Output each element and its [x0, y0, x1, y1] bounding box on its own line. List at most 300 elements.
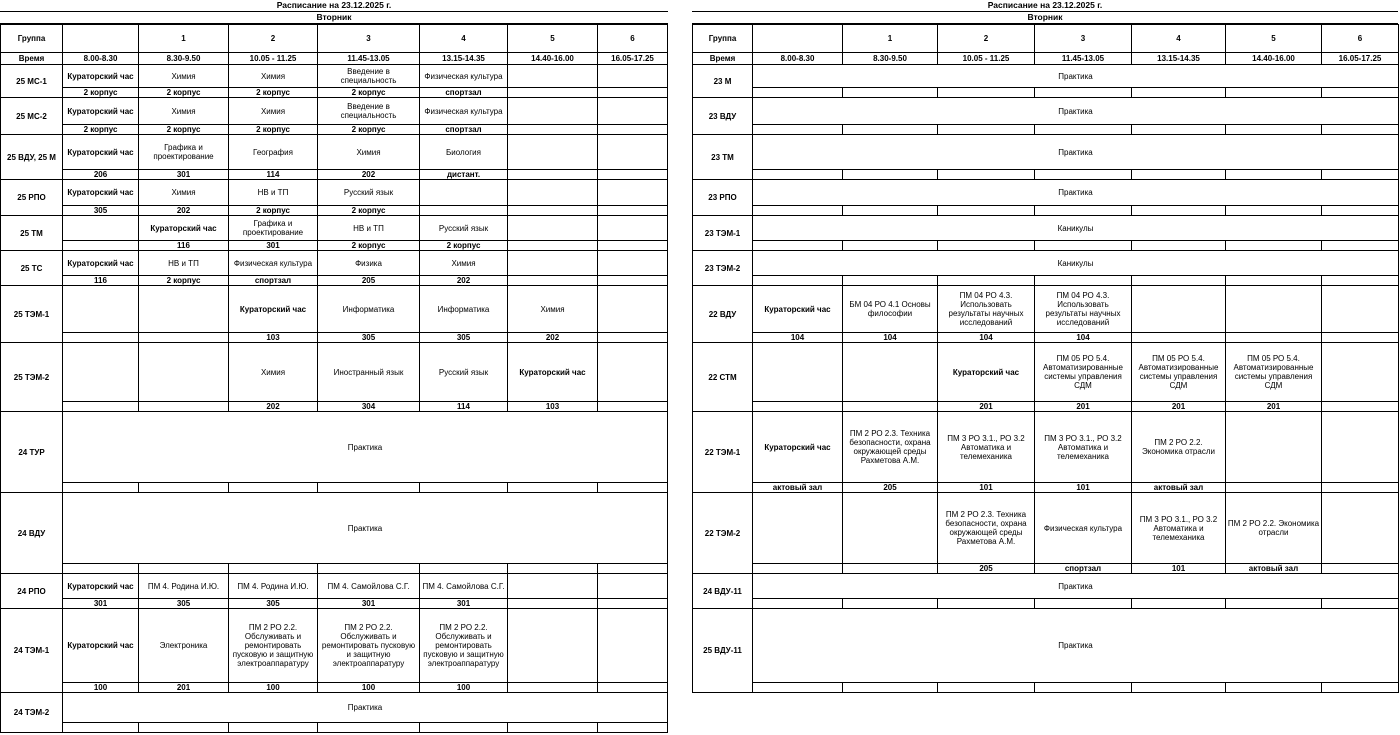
room-cell — [843, 170, 938, 180]
room-cell — [1132, 276, 1226, 286]
subject-cell — [63, 216, 139, 241]
subject-cell: Кураторский час — [508, 343, 598, 402]
pair-number: 6 — [598, 25, 668, 53]
subject-cell: География — [229, 135, 318, 170]
subject-cell — [598, 574, 668, 599]
room-cell — [1226, 88, 1322, 98]
room-cell: 100 — [63, 683, 139, 693]
room-cell: 301 — [229, 241, 318, 251]
room-cell — [1132, 333, 1226, 343]
room-cell: 2 корпус — [229, 125, 318, 135]
room-cell: спортзал — [229, 276, 318, 286]
time-header: Время — [693, 53, 753, 65]
room-cell — [753, 683, 843, 693]
room-cell: спортзал — [420, 125, 508, 135]
room-cell — [1132, 170, 1226, 180]
subject-cell — [1322, 343, 1399, 402]
room-cell — [843, 683, 938, 693]
room-cell: 301 — [318, 599, 420, 609]
subject-cell — [139, 343, 229, 402]
room-cell: 305 — [139, 599, 229, 609]
room-cell — [753, 276, 843, 286]
subject-cell: Введение в специальность — [318, 98, 420, 125]
room-cell — [508, 241, 598, 251]
subject-cell: Кураторский час — [63, 574, 139, 599]
room-cell — [598, 483, 668, 493]
room-cell — [598, 125, 668, 135]
room-cell — [318, 483, 420, 493]
subject-cell: Кураторский час — [753, 412, 843, 483]
room-cell: 301 — [139, 170, 229, 180]
group-name: 22 СТМ — [693, 343, 753, 412]
time-slot: 10.05 - 11.25 — [229, 53, 318, 65]
time-slot: 10.05 - 11.25 — [938, 53, 1035, 65]
room-cell — [318, 564, 420, 574]
room-cell — [843, 402, 938, 412]
group-name: 25 МС-2 — [1, 98, 63, 135]
room-cell — [843, 599, 938, 609]
subject-cell: НВ и ТП — [139, 251, 229, 276]
room-cell: 201 — [1132, 402, 1226, 412]
room-cell — [1226, 276, 1322, 286]
group-header: Группа — [1, 25, 63, 53]
time-slot: 13.15-14.35 — [1132, 53, 1226, 65]
room-cell: спортзал — [420, 88, 508, 98]
room-cell — [63, 402, 139, 412]
time-slot: 14.40-16.00 — [508, 53, 598, 65]
subject-cell — [598, 343, 668, 402]
subject-cell: ПМ 4. Самойлова С.Г. — [318, 574, 420, 599]
subject-cell — [753, 493, 843, 564]
pair-number: 3 — [1035, 25, 1132, 53]
subject-cell: Физика — [318, 251, 420, 276]
room-cell — [938, 88, 1035, 98]
subject-cell: ПМ 4. Самойлова С.Г. — [420, 574, 508, 599]
room-cell — [938, 125, 1035, 135]
room-cell — [508, 483, 598, 493]
room-cell — [508, 599, 598, 609]
subject-cell — [1132, 286, 1226, 333]
subject-cell: Графика и проектирование — [139, 135, 229, 170]
room-cell: актовый зал — [1132, 483, 1226, 493]
room-cell: 116 — [63, 276, 139, 286]
room-cell — [139, 402, 229, 412]
room-cell — [938, 276, 1035, 286]
room-cell — [1226, 170, 1322, 180]
group-name: 22 ТЭМ-2 — [693, 493, 753, 574]
room-cell: 305 — [229, 599, 318, 609]
room-cell: 205 — [318, 276, 420, 286]
room-cell: 201 — [938, 402, 1035, 412]
room-cell: 205 — [938, 564, 1035, 574]
room-cell — [1322, 683, 1399, 693]
room-cell — [843, 241, 938, 251]
room-cell: 101 — [1035, 483, 1132, 493]
subject-cell: ПМ 3 РО 3.1., РО 3.2 Автоматика и телемеханика — [938, 412, 1035, 483]
pair-number: 1 — [139, 25, 229, 53]
room-cell — [318, 723, 420, 733]
room-cell — [1322, 88, 1399, 98]
room-cell — [598, 333, 668, 343]
room-cell — [420, 564, 508, 574]
subject-cell — [63, 286, 139, 333]
practice-span: Практика — [753, 609, 1399, 683]
room-cell: 202 — [139, 206, 229, 216]
subject-cell: Информатика — [420, 286, 508, 333]
subject-cell: Химия — [318, 135, 420, 170]
subject-cell — [508, 98, 598, 125]
room-cell — [1322, 276, 1399, 286]
subject-cell — [1322, 286, 1399, 333]
subject-cell: ПМ 3 РО 3.1., РО 3.2 Автоматика и телемеханика — [1132, 493, 1226, 564]
subject-cell — [598, 98, 668, 125]
subject-cell — [1226, 412, 1322, 483]
subject-cell — [1226, 286, 1322, 333]
pair-number — [63, 25, 139, 53]
room-cell — [1226, 206, 1322, 216]
room-cell: 114 — [420, 402, 508, 412]
subject-cell: Химия — [139, 180, 229, 206]
room-cell — [598, 88, 668, 98]
subject-cell: НВ и ТП — [318, 216, 420, 241]
room-cell — [1035, 599, 1132, 609]
room-cell — [1226, 599, 1322, 609]
room-cell: 103 — [508, 402, 598, 412]
pair-number: 5 — [1226, 25, 1322, 53]
room-cell — [229, 723, 318, 733]
room-cell: 116 — [139, 241, 229, 251]
room-cell — [1226, 125, 1322, 135]
subject-cell: БМ 04 РО 4.1 Основы философии — [843, 286, 938, 333]
practice-span: Практика — [63, 693, 668, 723]
group-name: 22 ТЭМ-1 — [693, 412, 753, 493]
practice-span: Практика — [753, 98, 1399, 125]
room-cell: 201 — [1035, 402, 1132, 412]
room-cell — [1132, 206, 1226, 216]
practice-span: Практика — [753, 65, 1399, 88]
room-cell — [420, 723, 508, 733]
subject-cell: ПМ 2 РО 2.2. Обслуживать и ремонтировать пусковую и защитную электроаппаратуру — [229, 609, 318, 683]
group-name: 25 ТЭМ-1 — [1, 286, 63, 343]
room-cell — [139, 564, 229, 574]
time-header: Время — [1, 53, 63, 65]
room-cell: 205 — [843, 483, 938, 493]
subject-cell: Физическая культура — [229, 251, 318, 276]
group-name: 23 ТМ — [693, 135, 753, 180]
room-cell: 2 корпус — [318, 206, 420, 216]
subject-cell: Иностранный язык — [318, 343, 420, 402]
room-cell — [139, 333, 229, 343]
subject-cell: Кураторский час — [63, 65, 139, 88]
room-cell: 202 — [508, 333, 598, 343]
room-cell — [1322, 599, 1399, 609]
subject-cell — [508, 65, 598, 88]
subject-cell: Химия — [508, 286, 598, 333]
subject-cell: ПМ 04 РО 4.3. Использовать результаты научных исследований — [938, 286, 1035, 333]
subject-cell: Введение в специальность — [318, 65, 420, 88]
subject-cell: ПМ 4. Родина И.Ю. — [229, 574, 318, 599]
room-cell — [843, 276, 938, 286]
room-cell — [63, 483, 139, 493]
room-cell — [1132, 599, 1226, 609]
room-cell — [139, 483, 229, 493]
subject-cell: Русский язык — [420, 343, 508, 402]
room-cell — [1322, 333, 1399, 343]
room-cell — [938, 241, 1035, 251]
room-cell — [1322, 170, 1399, 180]
time-slot: 8.00-8.30 — [63, 53, 139, 65]
room-cell — [598, 276, 668, 286]
subject-cell — [508, 574, 598, 599]
group-name: 25 ТС — [1, 251, 63, 286]
room-cell — [229, 564, 318, 574]
room-cell — [508, 170, 598, 180]
subject-cell — [598, 135, 668, 170]
group-name: 24 РПО — [1, 574, 63, 609]
subject-cell — [508, 135, 598, 170]
practice-span: Практика — [753, 135, 1399, 170]
subject-cell — [598, 216, 668, 241]
room-cell — [63, 723, 139, 733]
subject-cell: Физическая культура — [1035, 493, 1132, 564]
group-name: 25 ТМ — [1, 216, 63, 251]
time-slot: 16.05-17.25 — [598, 53, 668, 65]
room-cell: 104 — [938, 333, 1035, 343]
room-cell — [938, 206, 1035, 216]
subject-cell: Графика и проектирование — [229, 216, 318, 241]
schedule-day: Вторник — [0, 12, 668, 24]
room-cell: 201 — [1226, 402, 1322, 412]
room-cell — [843, 88, 938, 98]
subject-cell — [598, 65, 668, 88]
room-cell — [1322, 483, 1399, 493]
subject-cell: ПМ 2 РО 2.2. Обслуживать и ремонтировать пусковую и защитную электроаппаратуру — [318, 609, 420, 683]
subject-cell — [420, 180, 508, 206]
room-cell: 301 — [420, 599, 508, 609]
subject-cell — [598, 286, 668, 333]
room-cell: актовый зал — [1226, 564, 1322, 574]
schedule-table — [692, 24, 1399, 693]
room-cell: 104 — [1035, 333, 1132, 343]
room-cell: 202 — [229, 402, 318, 412]
subject-cell: Химия — [229, 343, 318, 402]
room-cell — [508, 683, 598, 693]
group-name: 24 ТЭМ-2 — [1, 693, 63, 733]
room-cell: 100 — [420, 683, 508, 693]
subject-cell: НВ и ТП — [229, 180, 318, 206]
pair-number — [753, 25, 843, 53]
subject-cell: Кураторский час — [229, 286, 318, 333]
subject-cell: Химия — [420, 251, 508, 276]
subject-cell: Физическая культура — [420, 98, 508, 125]
room-cell: 301 — [63, 599, 139, 609]
group-name: 24 ТЭМ-1 — [1, 609, 63, 693]
room-cell: 206 — [63, 170, 139, 180]
room-cell — [508, 125, 598, 135]
group-name: 25 ВДУ-11 — [693, 609, 753, 693]
room-cell: 100 — [318, 683, 420, 693]
pair-number: 5 — [508, 25, 598, 53]
room-cell — [1035, 241, 1132, 251]
room-cell: 305 — [63, 206, 139, 216]
room-cell — [1226, 241, 1322, 251]
room-cell — [598, 683, 668, 693]
subject-cell — [63, 343, 139, 402]
subject-cell: Кураторский час — [753, 286, 843, 333]
pair-number: 1 — [843, 25, 938, 53]
subject-cell: Физическая культура — [420, 65, 508, 88]
room-cell — [843, 125, 938, 135]
time-slot: 8.30-9.50 — [843, 53, 938, 65]
practice-span: Практика — [63, 493, 668, 564]
room-cell — [1226, 483, 1322, 493]
group-name: 25 ВДУ, 25 М — [1, 135, 63, 180]
room-cell: 100 — [229, 683, 318, 693]
room-cell — [598, 170, 668, 180]
room-cell — [1322, 402, 1399, 412]
group-name: 25 МС-1 — [1, 65, 63, 98]
room-cell — [843, 564, 938, 574]
room-cell — [753, 206, 843, 216]
room-cell: 304 — [318, 402, 420, 412]
room-cell — [1132, 125, 1226, 135]
subject-cell — [598, 251, 668, 276]
subject-cell: ПМ 3 РО 3.1., РО 3.2 Автоматика и телемеханика — [1035, 412, 1132, 483]
room-cell — [1322, 125, 1399, 135]
group-name: 23 М — [693, 65, 753, 98]
room-cell — [753, 125, 843, 135]
pair-number: 6 — [1322, 25, 1399, 53]
subject-cell: ПМ 2 РО 2.2. Обслуживать и ремонтировать пусковую и защитную электроаппаратуру — [420, 609, 508, 683]
room-cell — [753, 241, 843, 251]
time-slot: 8.30-9.50 — [139, 53, 229, 65]
subject-cell: Электроника — [139, 609, 229, 683]
subject-cell: ПМ 05 РО 5.4. Автоматизированные системы управления СДМ — [1226, 343, 1322, 402]
schedule-title: Расписание на 23.12.2025 г. — [0, 0, 668, 12]
pair-number: 4 — [1132, 25, 1226, 53]
subject-cell — [598, 180, 668, 206]
time-slot: 11.45-13.05 — [1035, 53, 1132, 65]
subject-cell: Биология — [420, 135, 508, 170]
practice-span: Практика — [753, 574, 1399, 599]
subject-cell — [508, 180, 598, 206]
room-cell — [1035, 206, 1132, 216]
group-name: 24 ВДУ-11 — [693, 574, 753, 609]
subject-cell: ПМ 04 РО 4.3. Использовать результаты научных исследований — [1035, 286, 1132, 333]
room-cell — [139, 723, 229, 733]
schedule-sheet-left — [0, 0, 668, 733]
subject-cell: Русский язык — [318, 180, 420, 206]
room-cell — [753, 599, 843, 609]
time-slot: 13.15-14.35 — [420, 53, 508, 65]
schedule-table — [0, 24, 668, 733]
pair-number: 3 — [318, 25, 420, 53]
room-cell — [1035, 683, 1132, 693]
subject-cell: Кураторский час — [139, 216, 229, 241]
room-cell: 103 — [229, 333, 318, 343]
room-cell — [753, 170, 843, 180]
subject-cell: Кураторский час — [63, 609, 139, 683]
subject-cell — [753, 343, 843, 402]
practice-span: Каникулы — [753, 216, 1399, 241]
room-cell: 2 корпус — [139, 125, 229, 135]
room-cell: 202 — [420, 276, 508, 286]
room-cell: 2 корпус — [229, 206, 318, 216]
room-cell: 101 — [938, 483, 1035, 493]
practice-span: Практика — [63, 412, 668, 483]
subject-cell: Кураторский час — [63, 98, 139, 125]
room-cell: 2 корпус — [229, 88, 318, 98]
room-cell — [1226, 683, 1322, 693]
time-slot: 11.45-13.05 — [318, 53, 420, 65]
room-cell — [420, 206, 508, 216]
room-cell — [63, 241, 139, 251]
room-cell: 305 — [420, 333, 508, 343]
room-cell: 2 корпус — [318, 241, 420, 251]
room-cell — [63, 564, 139, 574]
subject-cell: ПМ 2 РО 2.3. Техника безопасности, охрана окружающей среды Рахметова А.М. — [843, 412, 938, 483]
subject-cell: ПМ 05 РО 5.4. Автоматизированные системы управления СДМ — [1035, 343, 1132, 402]
room-cell: 2 корпус — [139, 88, 229, 98]
room-cell: спортзал — [1035, 564, 1132, 574]
room-cell — [1035, 170, 1132, 180]
room-cell — [598, 599, 668, 609]
room-cell — [508, 276, 598, 286]
time-slot: 16.05-17.25 — [1322, 53, 1399, 65]
subject-cell: Химия — [139, 98, 229, 125]
group-header: Группа — [693, 25, 753, 53]
subject-cell: ПМ 2 РО 2.3. Техника безопасности, охрана окружающей среды Рахметова А.М. — [938, 493, 1035, 564]
room-cell — [1035, 125, 1132, 135]
subject-cell — [843, 343, 938, 402]
group-name: 24 ВДУ — [1, 493, 63, 574]
room-cell — [1132, 683, 1226, 693]
room-cell — [753, 88, 843, 98]
room-cell: 114 — [229, 170, 318, 180]
room-cell — [1035, 276, 1132, 286]
time-slot: 14.40-16.00 — [1226, 53, 1322, 65]
room-cell — [598, 723, 668, 733]
subject-cell — [1322, 493, 1399, 564]
subject-cell — [139, 286, 229, 333]
room-cell: 2 корпус — [63, 88, 139, 98]
subject-cell: Химия — [229, 98, 318, 125]
room-cell — [508, 206, 598, 216]
room-cell: 2 корпус — [318, 125, 420, 135]
room-cell — [1035, 88, 1132, 98]
room-cell: 2 корпус — [318, 88, 420, 98]
room-cell: 305 — [318, 333, 420, 343]
schedule-sheet-right — [692, 0, 1398, 693]
pair-number: 2 — [938, 25, 1035, 53]
subject-cell: ПМ 4. Родина И.Ю. — [139, 574, 229, 599]
pair-number: 4 — [420, 25, 508, 53]
group-name: 25 ТЭМ-2 — [1, 343, 63, 412]
subject-cell — [1322, 412, 1399, 483]
subject-cell: Химия — [139, 65, 229, 88]
room-cell — [1226, 333, 1322, 343]
schedule-title: Расписание на 23.12.2025 г. — [692, 0, 1398, 12]
room-cell — [1322, 241, 1399, 251]
subject-cell — [598, 609, 668, 683]
room-cell — [508, 723, 598, 733]
subject-cell — [508, 216, 598, 241]
subject-cell: Кураторский час — [63, 180, 139, 206]
subject-cell: Кураторский час — [63, 135, 139, 170]
room-cell — [1322, 206, 1399, 216]
room-cell: дистант. — [420, 170, 508, 180]
subject-cell — [843, 493, 938, 564]
